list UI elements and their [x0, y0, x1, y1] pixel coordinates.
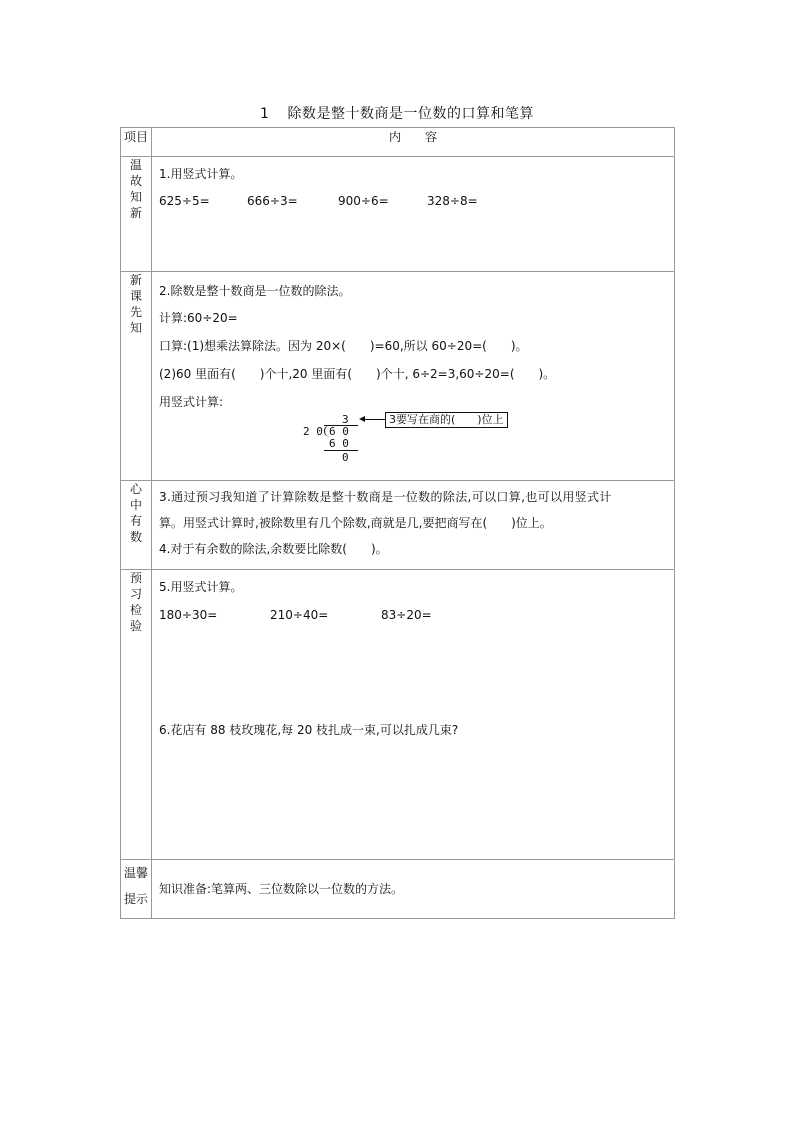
section-check	[121, 570, 675, 860]
review-problems	[159, 194, 674, 208]
header-project: 项目	[121, 128, 152, 157]
new-heading: 2.除数是整十数商是一位数的除法。	[159, 284, 351, 298]
check-question6: 6.花店有 88 枝玫瑰花,每 20 枝扎成一束,可以扎成几束?	[159, 723, 459, 737]
mind-line1: 3.通过预习我知道了计算除数是整十数商是一位数的除法,可以口算,也可以用竖式计	[159, 490, 612, 504]
new-vertical: 用竖式计算:	[159, 395, 224, 409]
title-number: 1	[260, 106, 270, 122]
section-new	[121, 272, 675, 481]
section-label-tip: 温馨 提示	[121, 860, 152, 919]
check-heading: 5.用竖式计算。	[159, 580, 243, 594]
dividend: 6 0	[329, 425, 349, 438]
header-content: 内容	[152, 128, 675, 157]
mind-line2: 算。用竖式计算时,被除数里有几个除数,商就是几,要把商写在( )位上。	[159, 516, 552, 530]
section-body-tip	[152, 860, 675, 919]
quotient: 3	[342, 413, 349, 426]
new-calc: 计算:60÷20=	[159, 311, 238, 325]
subtraction-bar	[324, 450, 358, 451]
new-oral: 口算:(1)想乘法算除法。因为 20×( )=60,所以 60÷20=( )。	[159, 339, 528, 353]
section-body-check	[152, 570, 675, 860]
remainder: 0	[342, 451, 349, 464]
problem: 210÷40=	[270, 608, 329, 622]
problem: 180÷30=	[159, 608, 218, 622]
title-text: 除数是整十数商是一位数的口算和笔算	[287, 106, 534, 122]
worksheet-table	[120, 127, 675, 919]
section-review	[121, 157, 675, 272]
review-heading: 1.用竖式计算。	[159, 167, 243, 181]
section-body-review	[152, 157, 675, 272]
header-row	[121, 128, 675, 157]
problem: 666÷3=	[247, 194, 298, 208]
problem: 83÷20=	[381, 608, 432, 622]
section-body-mind	[152, 481, 675, 570]
section-label-review: 温 故 知 新	[121, 157, 152, 272]
section-label-new: 新 课 先 知	[121, 272, 152, 481]
page-title	[120, 103, 674, 123]
section-mind	[121, 481, 675, 570]
section-tip	[121, 860, 675, 919]
long-division-figure	[159, 413, 539, 469]
check-problems	[159, 608, 674, 622]
arrow-line	[364, 419, 385, 420]
new-step2: (2)60 里面有( )个十,20 里面有( )个十, 6÷2=3,60÷20=( )。	[159, 367, 556, 381]
section-body-new	[152, 272, 675, 481]
section-label-check: 预 习 检 验	[121, 570, 152, 860]
divisor: 2 0	[303, 425, 323, 438]
problem: 900÷6=	[338, 194, 389, 208]
section-label-mind: 心 中 有 数	[121, 481, 152, 570]
product: 6 0	[329, 437, 349, 450]
problem: 328÷8=	[427, 194, 478, 208]
problem: 625÷5=	[159, 194, 210, 208]
tip-text: 知识准备:笔算两、三位数除以一位数的方法。	[159, 882, 404, 896]
mind-line3: 4.对于有余数的除法,余数要比除数( )。	[159, 542, 388, 556]
callout-box: 3要写在商的( )位上	[385, 412, 508, 428]
